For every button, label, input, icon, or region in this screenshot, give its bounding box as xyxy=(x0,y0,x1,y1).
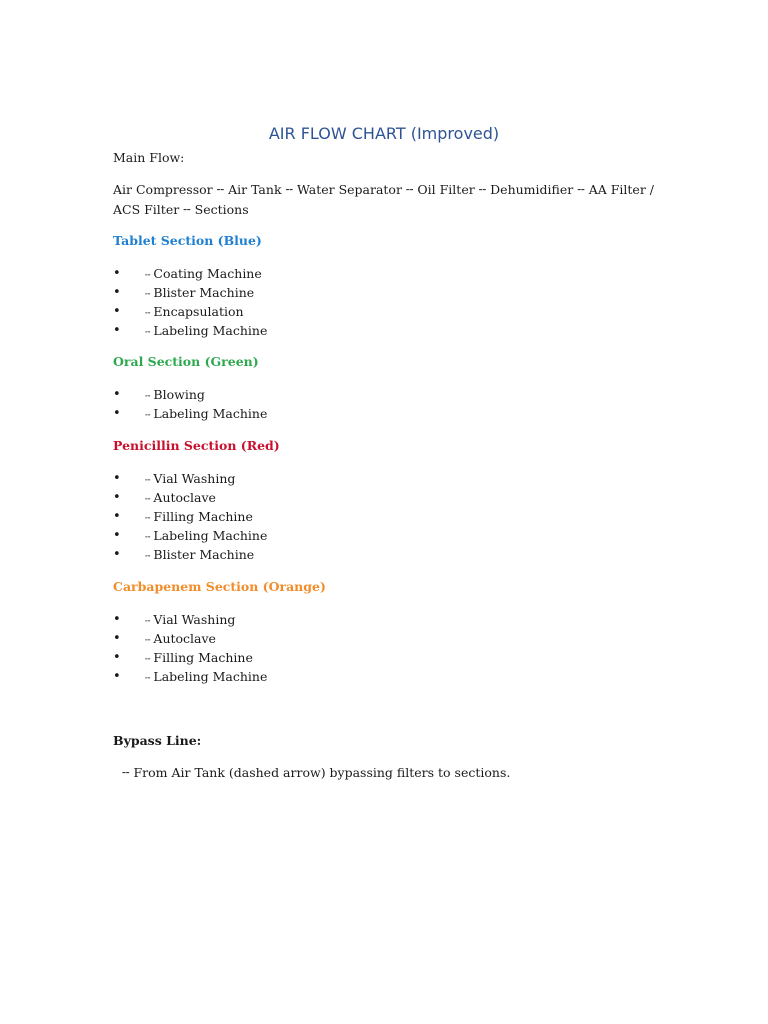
list-item xyxy=(113,545,267,564)
list-item-label: Coating Machine xyxy=(153,266,262,281)
bypass-heading: Bypass Line: xyxy=(113,733,202,748)
section-heading-oral: Oral Section (Green) xyxy=(113,354,259,369)
bullet-icon: • xyxy=(113,528,121,543)
bullet-icon: • xyxy=(113,490,121,505)
section-list-carbapenem xyxy=(113,610,267,686)
arrow-icon: ╌ xyxy=(145,411,150,421)
section-list-penicillin xyxy=(113,469,267,564)
list-item xyxy=(113,264,267,283)
bullet-icon: • xyxy=(113,509,121,524)
arrow-icon: ╌ xyxy=(145,290,150,300)
main-flow-line-2: ACS Filter ╌ Sections xyxy=(113,202,249,217)
list-item-label: Filling Machine xyxy=(153,509,253,524)
arrow-icon: ╌ xyxy=(145,309,150,319)
bullet-icon: • xyxy=(113,304,121,319)
main-flow-label: Main Flow: xyxy=(113,150,185,165)
list-item-label: Filling Machine xyxy=(153,650,253,665)
bullet-icon: • xyxy=(113,387,121,402)
main-flow-line-1: Air Compressor ╌ Air Tank ╌ Water Separator ╌ Oil Filter ╌ Dehumidifier ╌ AA Filter / xyxy=(113,182,654,197)
list-item xyxy=(113,526,267,545)
bullet-icon: • xyxy=(113,631,121,646)
arrow-icon: ╌ xyxy=(145,328,150,338)
list-item-label: Labeling Machine xyxy=(153,669,268,684)
bullet-icon: • xyxy=(113,547,121,562)
section-list-tablet xyxy=(113,264,267,340)
list-item-label: Blister Machine xyxy=(153,285,255,300)
bullet-icon: • xyxy=(113,266,121,281)
section-heading-carbapenem: Carbapenem Section (Orange) xyxy=(113,579,326,594)
list-item xyxy=(113,469,267,488)
bullet-icon: • xyxy=(113,471,121,486)
list-item xyxy=(113,283,267,302)
list-item-label: Labeling Machine xyxy=(153,528,268,543)
section-heading-tablet: Tablet Section (Blue) xyxy=(113,233,262,248)
arrow-icon: ╌ xyxy=(145,636,150,646)
list-item xyxy=(113,404,267,423)
list-item xyxy=(113,667,267,686)
arrow-icon: ╌ xyxy=(145,533,150,543)
list-item xyxy=(113,629,267,648)
bullet-icon: • xyxy=(113,612,121,627)
arrow-icon: ╌ xyxy=(145,392,150,402)
arrow-icon: ╌ xyxy=(145,271,150,281)
bullet-icon: • xyxy=(113,323,121,338)
bullet-icon: • xyxy=(113,406,121,421)
arrow-icon: ╌ xyxy=(145,495,150,505)
arrow-icon: ╌ xyxy=(145,514,150,524)
list-item xyxy=(113,302,267,321)
list-item xyxy=(113,648,267,667)
list-item-label: Labeling Machine xyxy=(153,323,268,338)
list-item xyxy=(113,507,267,526)
arrow-icon: ╌ xyxy=(145,655,150,665)
arrow-icon: ╌ xyxy=(145,674,150,684)
list-item xyxy=(113,321,267,340)
list-item xyxy=(113,385,267,404)
main-flow-text xyxy=(113,180,654,220)
list-item-label: Vial Washing xyxy=(153,471,236,486)
bullet-icon: • xyxy=(113,650,121,665)
section-list-oral xyxy=(113,385,267,423)
bullet-icon: • xyxy=(113,285,121,300)
list-item xyxy=(113,610,267,629)
document-title: AIR FLOW CHART (Improved) xyxy=(268,124,500,143)
arrow-icon: ╌ xyxy=(145,617,150,627)
list-item-label: Blister Machine xyxy=(153,547,255,562)
list-item-label: Autoclave xyxy=(153,490,216,505)
arrow-icon: ╌ xyxy=(145,552,150,562)
bypass-text: ╌ From Air Tank (dashed arrow) bypassing filters to sections. xyxy=(122,765,511,780)
list-item-label: Vial Washing xyxy=(153,612,236,627)
list-item xyxy=(113,488,267,507)
arrow-icon: ╌ xyxy=(145,476,150,486)
list-item-label: Autoclave xyxy=(153,631,216,646)
list-item-label: Blowing xyxy=(153,387,205,402)
bullet-icon: • xyxy=(113,669,121,684)
list-item-label: Encapsulation xyxy=(153,304,244,319)
section-heading-penicillin: Penicillin Section (Red) xyxy=(113,438,280,453)
list-item-label: Labeling Machine xyxy=(153,406,268,421)
